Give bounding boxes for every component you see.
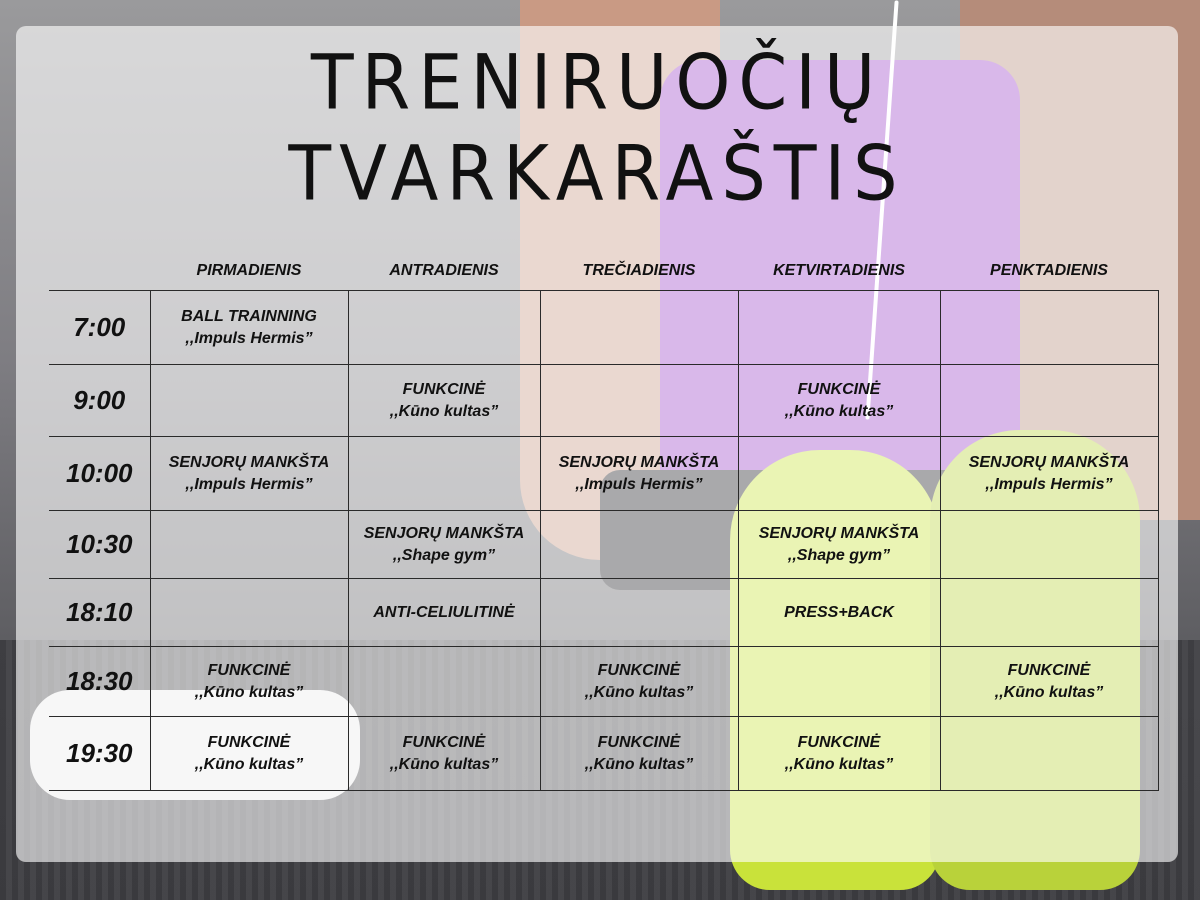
schedule-cell [940,511,1158,579]
schedule-cell [348,511,540,579]
schedule-cell [940,717,1158,791]
schedule-cell [738,511,940,579]
schedule-cell [738,647,940,717]
schedule-cell [940,437,1158,511]
day-header-monday: PIRMADIENIS [196,262,302,279]
schedule-cell [348,291,540,365]
day-header-wednesday: TREČIADIENIS [582,262,696,279]
class-name: FUNKCINĖ [1007,661,1091,679]
table-row [49,579,1158,647]
schedule-cell [150,579,348,647]
schedule-cell [348,717,540,791]
time-slot: 18:30 [49,647,150,717]
venue-name: ,,Kūno kultas” [194,683,304,701]
schedule-cell [150,647,348,717]
class-name: SENJORŲ MANKŠTA [968,453,1130,471]
venue-name: ,,Impuls Hermis” [985,475,1113,493]
venue-name: ,,Shape gym” [787,546,891,564]
time-slot: 19:30 [49,717,150,791]
class-name: FUNKCINĖ [207,661,291,679]
venue-name: ,,Impuls Hermis” [575,475,703,493]
venue-name: ,,Kūno kultas” [784,402,894,420]
schedule-cell [348,647,540,717]
schedule-cell [738,717,940,791]
schedule-cell [150,365,348,437]
schedule-cell [540,291,738,365]
schedule-cell [738,437,940,511]
schedule-cell [150,437,348,511]
table-row [49,365,1158,437]
schedule-cell [540,579,738,647]
venue-name: ,,Kūno kultas” [784,755,894,773]
class-name: SENJORŲ MANKŠTA [168,453,330,471]
table-row [49,717,1158,791]
class-name: FUNKCINĖ [597,661,681,679]
time-slot: 7:00 [49,291,150,365]
class-name: BALL TRAINNING [181,307,317,325]
schedule-cell [540,647,738,717]
table-row [49,291,1158,365]
class-name: PRESS+BACK [784,603,894,621]
venue-name: ,,Kūno kultas” [389,755,499,773]
table-row [49,437,1158,511]
class-name: FUNKCINĖ [402,733,486,751]
schedule-cell [940,291,1158,365]
table-row [49,511,1158,579]
schedule-cell [940,647,1158,717]
class-name: FUNKCINĖ [797,380,881,398]
venue-name: ,,Impuls Hermis” [185,329,313,347]
venue-name: ,,Kūno kultas” [584,683,694,701]
table-row [49,647,1158,717]
class-name: FUNKCINĖ [207,733,291,751]
class-name: ANTI-CELIULITINĖ [373,603,515,621]
schedule-cell [150,717,348,791]
day-header-tuesday: ANTRADIENIS [389,262,499,279]
time-slot: 9:00 [49,365,150,437]
venue-name: ,,Shape gym” [392,546,496,564]
class-name: FUNKCINĖ [797,733,881,751]
day-header-thursday: KETVIRTADIENIS [773,262,905,279]
schedule-cell [540,511,738,579]
schedule-cell [348,437,540,511]
schedule-cell [150,511,348,579]
schedule-cell [540,365,738,437]
class-name: FUNKCINĖ [402,380,486,398]
venue-name: ,,Kūno kultas” [994,683,1104,701]
time-slot: 18:10 [49,579,150,647]
venue-name: ,,Kūno kultas” [194,755,304,773]
schedule-cell [150,291,348,365]
schedule-cell [348,579,540,647]
schedule-cell [738,291,940,365]
schedule-table [49,290,1159,791]
time-slot: 10:30 [49,511,150,579]
class-name: SENJORŲ MANKŠTA [758,524,920,542]
venue-name: ,,Kūno kultas” [389,402,499,420]
venue-name: ,,Impuls Hermis” [185,475,313,493]
schedule-cell [540,437,738,511]
schedule-cell [540,717,738,791]
page-title [16,37,1178,218]
day-header-friday: PENKTADIENIS [990,262,1108,279]
time-slot: 10:00 [49,437,150,511]
title-line-1: TRENIRUOČIŲ [310,38,884,127]
schedule-cell [738,579,940,647]
schedule-cell [940,579,1158,647]
venue-name: ,,Kūno kultas” [584,755,694,773]
class-name: FUNKCINĖ [597,733,681,751]
class-name: SENJORŲ MANKŠTA [558,453,720,471]
schedule-cell [738,365,940,437]
schedule-cell [348,365,540,437]
title-line-2: TVARKARAŠTIS [288,129,906,218]
class-name: SENJORŲ MANKŠTA [363,524,525,542]
schedule-cell [940,365,1158,437]
